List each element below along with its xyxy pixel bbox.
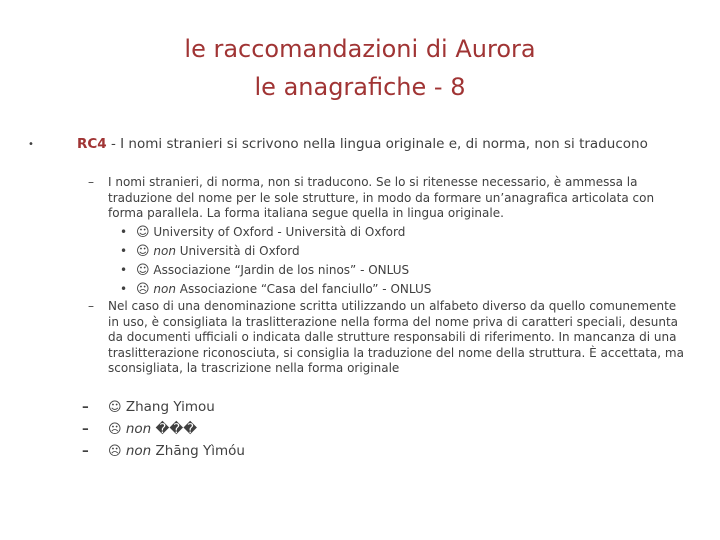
smiley-icon: ☺ (136, 244, 150, 259)
sub-point-text: I nomi stranieri, di norma, non si traducono. Se lo si ritenesse necessario, è ammessa la traduzione del nome per le sole strutture, in modo da formare un’anagrafica articolata con forma parallela. La forma italiana segue quella in lingua originale. (108, 175, 655, 220)
title-line-2: le anagrafiche - 8 (254, 73, 466, 101)
example-line (82, 397, 215, 419)
example-line (82, 419, 198, 441)
dash: – (88, 175, 94, 189)
smiley-icon: ☺ (108, 400, 122, 415)
example-item (120, 223, 405, 242)
example-text: Associazione “Casa del fanciullo” - ONLUS (175, 282, 432, 296)
bullet: • (120, 282, 128, 296)
example-text: University of Oxford - Università di Oxford (153, 225, 406, 239)
sub-point-text: Nel caso di una denominazione scritta utilizzando un alfabeto diverso da quello comunemente in uso, è consigliata la traslitterazione nella forma del nome priva di caratteri speciali, desunta da documenti ufficiali o indicata dalle strutture responsabili di riferimento. In mancanza di una traslitterazione riconosciuta, si consiglia la traduzione del nome della struttura. È accettata, ma sconsigliata, la trascrizione nella forma originale (108, 299, 684, 375)
slide-title (0, 30, 720, 106)
example-prefix: non (153, 244, 176, 258)
example-item (120, 242, 300, 261)
dash: – (88, 299, 94, 313)
bullet: • (120, 244, 128, 258)
frown-icon: ☹ (108, 422, 122, 437)
example-prefix: non (125, 443, 152, 459)
frown-icon: ☹ (136, 282, 150, 297)
example-prefix: non (125, 421, 152, 437)
bullet: • (120, 225, 128, 239)
bullet: • (120, 263, 128, 277)
smiley-icon: ☺ (136, 225, 150, 240)
smiley-icon: ☺ (136, 263, 150, 278)
recommendation-text (77, 136, 668, 153)
example-text: Zhāng Yìmóu (151, 443, 245, 459)
example-text: Associazione “Jardin de los ninos” - ONLUS (153, 263, 410, 277)
dash: – (82, 443, 89, 459)
sub-point-transliteration (88, 299, 688, 377)
example-text: ��� (151, 421, 198, 437)
sub-point-translation (88, 175, 688, 222)
example-item (120, 280, 431, 299)
example-text: Università di Oxford (175, 244, 300, 258)
example-text: Zhang Yimou (125, 399, 215, 415)
dash: – (82, 399, 89, 415)
frown-icon: ☹ (108, 444, 122, 459)
recommendation-rc4 (28, 136, 668, 153)
rc-description: - I nomi stranieri si scrivono nella lingua originale e, di norma, non si traducono (106, 136, 648, 152)
dash: – (82, 421, 89, 437)
rc-code: RC4 (77, 136, 107, 152)
example-line (82, 441, 245, 463)
bullet: • (28, 139, 34, 150)
title-line-1: le raccomandazioni di Aurora (184, 35, 536, 63)
example-prefix: non (153, 282, 176, 296)
example-item (120, 261, 409, 280)
